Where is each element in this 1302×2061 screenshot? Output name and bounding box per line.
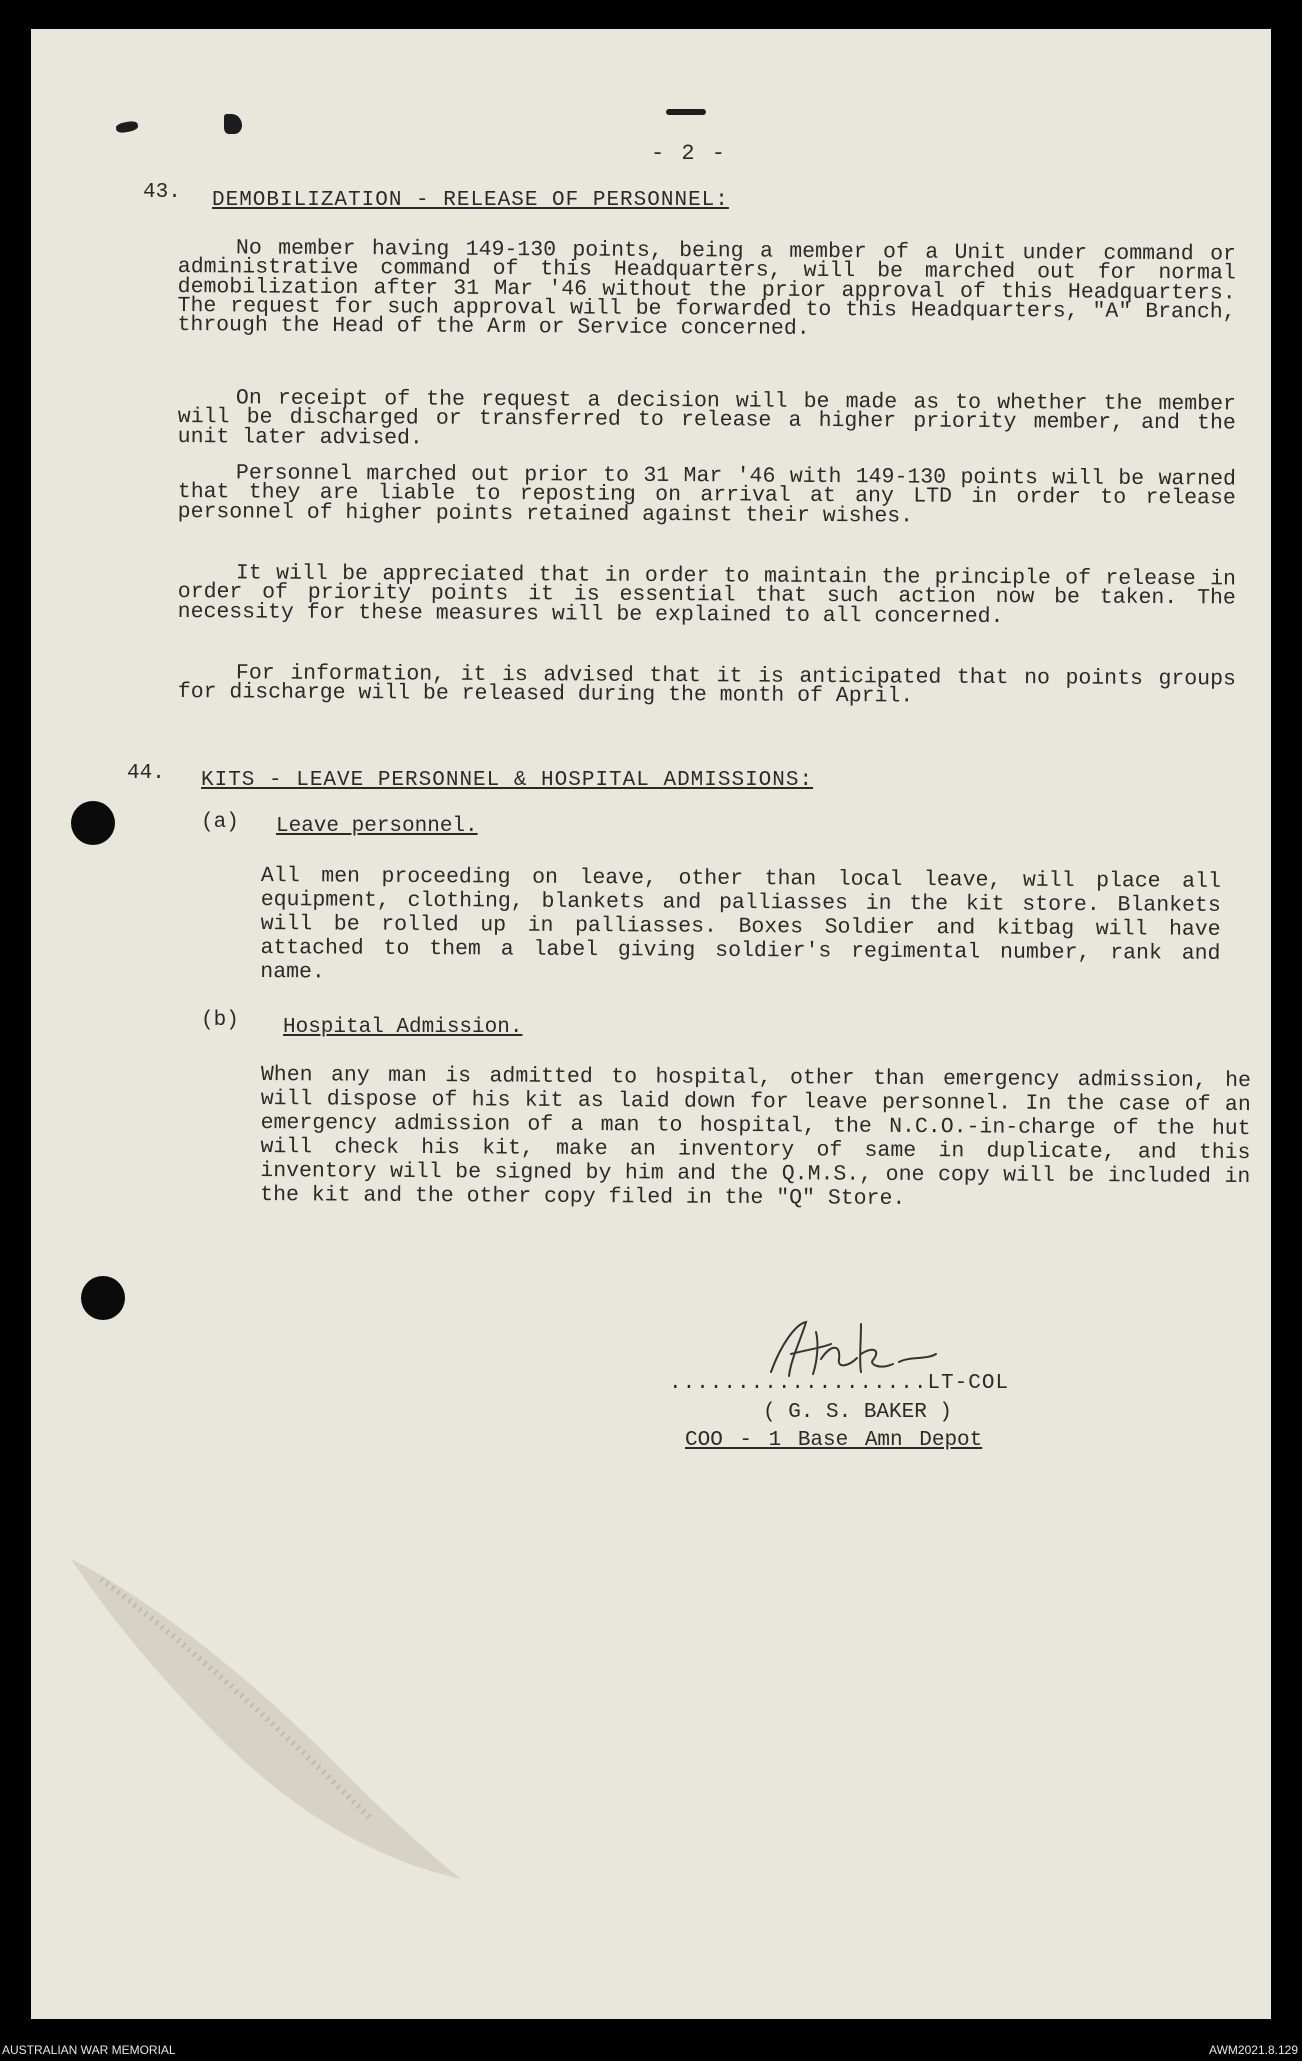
- scan-smudge: [71, 1559, 491, 1899]
- punch-hole: [71, 801, 115, 845]
- page-number: - 2 -: [651, 141, 728, 166]
- scan-mark: [224, 114, 242, 134]
- scan-mark: [666, 109, 706, 115]
- punch-hole: [81, 1276, 125, 1320]
- section-heading: DEMOBILIZATION - RELEASE OF PERSONNEL:: [212, 189, 729, 212]
- section-number: 44.: [127, 762, 165, 785]
- paragraph: On receipt of the request a decision will be made as to whether the member will be discharged or transferred to release a higher priority member, and the unit later advised.: [177, 386, 1236, 451]
- section-heading: KITS - LEAVE PERSONNEL & HOSPITAL ADMISSIONS:: [201, 769, 814, 792]
- paragraph: All men proceeding on leave, other than local leave, will place all equipment, clothing, blankets and palliasses in the kit store. Blankets will be rolled up in palliasses. Boxes Soldier and kitbag will have attached to them a label giving soldier's regimental number, rank and name.: [260, 864, 1221, 985]
- paragraph: When any man is admitted to hospital, other than emergency admission, he will dispose of his kit as laid down for leave personnel. In the case of an emergency admission of a man to hospital, the N.C.O.-in-charge of the hut will check his kit, make an inventory of same in duplicate, and this inventory will be signed by him and the Q.M.S., one copy will be included in the kit and the other copy filed in the "Q" Store.: [260, 1063, 1251, 1211]
- paragraph: For information, it is advised that it is anticipated that no points groups for discharge will be released during the month of April.: [177, 661, 1236, 709]
- footer-left: AUSTRALIAN WAR MEMORIAL: [2, 2043, 176, 2057]
- signatory-name: ( G. S. BAKER ): [763, 1401, 953, 1424]
- paragraph: Personnel marched out prior to 31 Mar '46 with 149-130 points will be warned that they are liable to reposting on arrival at any LTD in order to release personnel of higher points retained against their wishes.: [177, 461, 1236, 529]
- signatory-appointment: COO - 1 Base Amn Depot: [685, 1429, 983, 1452]
- footer-right: AWM2021.8.129: [1209, 2043, 1298, 2057]
- document-page: [31, 29, 1271, 2019]
- subsection-heading: Leave personnel.: [276, 815, 478, 838]
- section-number: 43.: [143, 181, 181, 204]
- paragraph: No member having 149-130 points, being a member of a Unit under command or administrative command of this Headquarters, will be marched out for normal demobilization after 31 Mar '46 without the prior approval of this Headquarters. The request for such approval will be forwarded to this Headquarters, "A" Branch, through the Head of the Arm or Service concerned.: [177, 236, 1236, 342]
- paragraph: It will be appreciated that in order to maintain the principle of release in order of priority points it is essential that such action now be taken. The necessity for these measures will be explained to all concerned.: [177, 561, 1236, 629]
- subsection-number: (b): [201, 1009, 239, 1032]
- subsection-number: (a): [201, 811, 239, 834]
- signature-line: ...................LT-COL: [669, 1372, 1010, 1395]
- scan-mark: [115, 120, 138, 134]
- subsection-heading: Hospital Admission.: [283, 1016, 523, 1039]
